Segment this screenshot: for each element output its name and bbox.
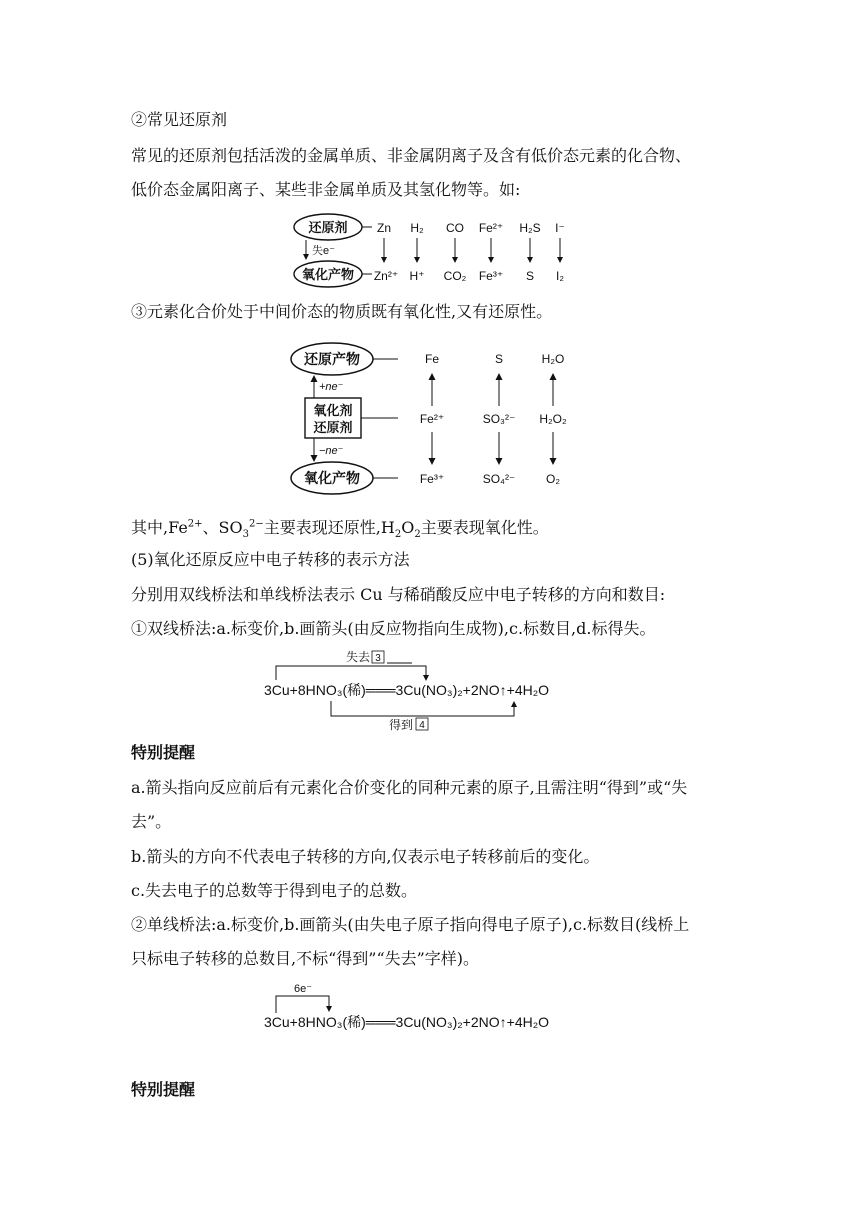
single-bridge-method-cont: 只标电子转移的总数目,不标“得到”“失去”字样)。	[131, 949, 480, 968]
agent-box-line2: 还原剂	[313, 420, 353, 435]
single-bridge-equation	[264, 980, 604, 1030]
reductant-row	[377, 221, 565, 235]
lose-label: 失去	[346, 650, 371, 664]
paragraph-line: 常见的还原剂包括活泼的金属单质、非金属阴离子及含有低价态元素的化合物、	[131, 146, 692, 165]
reduced-forms-row	[425, 352, 564, 366]
oxidized-o2: O₂	[546, 472, 560, 486]
equation-text: 3Cu+8HNO₃(稀)═══3Cu(NO₃)₂+2NO↑+4H₂O	[264, 682, 550, 698]
gain-electron-label: +ne⁻	[319, 381, 344, 393]
reductant-fe2: Fe²⁺	[478, 221, 504, 235]
intermediate-fe2: Fe²⁺	[419, 412, 445, 426]
product-i2: I₂	[556, 269, 564, 283]
lose-electron-label-2: −ne⁻	[319, 445, 344, 457]
oxidized-forms-row	[420, 472, 561, 486]
tip-line: a.箭头指向反应前后有元素化合价变化的同种元素的原子,且需注明“得到”或“失	[131, 778, 688, 797]
oxidation-product-label-2: 氧化产物	[304, 470, 360, 486]
single-bridge-method: ②单线桥法:a.标变价,b.画箭头(由失电子原子指向得电子原子),c.标数目(线桥上	[131, 915, 690, 934]
tip-line: 去”。	[131, 812, 172, 831]
reductant-zn: Zn	[376, 221, 392, 235]
product-zn2: Zn²⁺	[373, 269, 399, 283]
lose-number: 3	[375, 653, 381, 664]
reductant-arrows	[384, 238, 560, 262]
reduced-fe: Fe	[424, 352, 440, 366]
lose-electron-label: 失e⁻	[312, 245, 335, 257]
tip-line: c.失去电子的总数等于得到电子的总数。	[131, 881, 418, 900]
tip-line: b.箭头的方向不代表电子转移的方向,仅表示电子转移前后的变化。	[131, 847, 600, 866]
intermediate-h2o2: H₂O₂	[539, 412, 567, 426]
reductant-diagram	[292, 208, 582, 290]
oxidized-so4: SO₄²⁻	[482, 472, 516, 486]
double-bridge-equation	[264, 646, 604, 736]
product-s: S	[525, 269, 535, 283]
agent-box-line1: 氧化剂	[313, 403, 353, 418]
tip-heading: 特别提醒	[131, 743, 196, 762]
equation-text-2: 3Cu+8HNO₃(稀)═══3Cu(NO₃)₂+2NO↑+4H₂O	[264, 1014, 550, 1030]
product-row	[374, 269, 565, 283]
oxidation-product-label: 氧化产物	[301, 267, 355, 282]
paragraph-line: 分别用双线桥法和单线桥法表示 Cu 与稀硝酸反应中电子转移的方向和数目:	[131, 585, 666, 604]
note-line: 其中$,Fe^{2+}$、$SO_3^{2-}$主要表现还原性$,H_2O_2$主要表现氧化性。	[131, 518, 549, 541]
reductant-label: 还原剂	[308, 220, 348, 235]
gain-label: 得到	[389, 718, 414, 732]
product-hplus: H⁺	[409, 269, 425, 283]
reduction-product-label: 还原产物	[304, 351, 360, 367]
oxidized-fe3: Fe³⁺	[419, 472, 445, 486]
double-bridge-method: ①双线桥法:a.标变价,b.画箭头(由反应物指向生成物),c.标数目,d.标得失。	[131, 619, 656, 638]
product-fe3: Fe³⁺	[478, 269, 504, 283]
reductant-co: CO	[446, 221, 464, 235]
subheading-reductants: ②常见还原剂	[131, 110, 228, 129]
reductant-h2s: H₂S	[519, 221, 541, 235]
reductant-iodide: I⁻	[555, 221, 565, 235]
electron-count: 6e⁻	[294, 983, 313, 995]
gain-number: 4	[419, 720, 425, 731]
section-heading: (5)氧化还原反应中电子转移的表示方法	[131, 550, 410, 569]
intermediate-diagram	[288, 340, 588, 500]
paragraph-line: 低价态金属阳离子、某些非金属单质及其氢化物等。如:	[131, 180, 521, 199]
product-co2: CO₂	[443, 269, 467, 283]
reductant-h2: H₂	[410, 221, 424, 235]
intermediate-forms-row	[420, 412, 567, 426]
reduced-s: S	[494, 352, 504, 366]
tip-heading-2: 特别提醒	[131, 1080, 196, 1099]
intermediate-so3: SO₃²⁻	[482, 412, 516, 426]
reduced-h2o: H₂O	[541, 352, 565, 366]
subheading-intermediate: ③元素化合价处于中间价态的物质既有氧化性,又有还原性。	[131, 302, 553, 321]
